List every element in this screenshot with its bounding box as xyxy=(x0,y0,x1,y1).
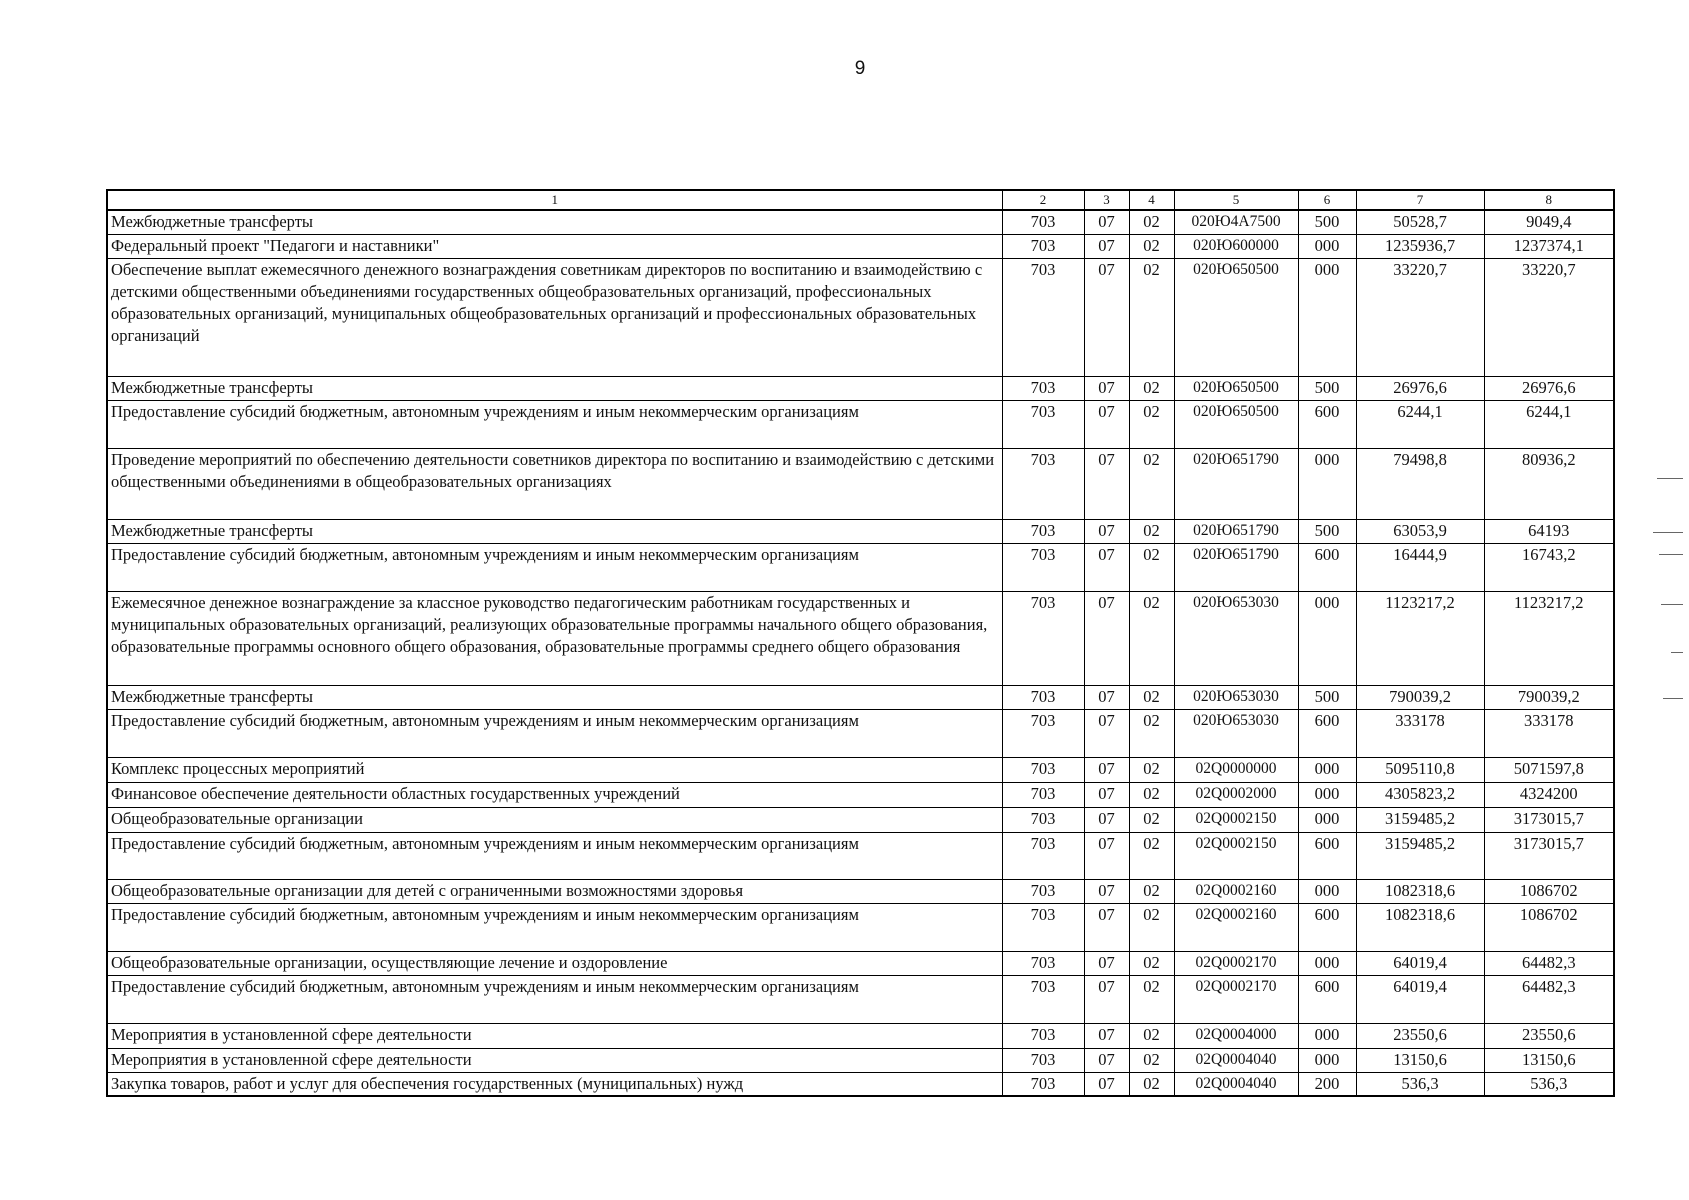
table-row xyxy=(107,903,1614,951)
row-col-3: 07 xyxy=(1084,903,1129,951)
row-col-3: 07 xyxy=(1084,685,1129,709)
row-col-8: 64482,3 xyxy=(1484,975,1614,1023)
scan-mark xyxy=(1663,698,1683,699)
row-col-2: 703 xyxy=(1002,757,1084,782)
row-col-8: 790039,2 xyxy=(1484,685,1614,709)
row-col-5: 020Ю653030 xyxy=(1174,591,1298,685)
row-col-4: 02 xyxy=(1129,400,1174,448)
row-name: Предоставление субсидий бюджетным, автономным учреждениям и иным некоммерческим организациям xyxy=(107,709,1002,757)
row-col-2: 703 xyxy=(1002,1023,1084,1048)
row-col-5: 020Ю651790 xyxy=(1174,448,1298,519)
row-col-5: 02Q0002170 xyxy=(1174,951,1298,975)
row-col-2: 703 xyxy=(1002,400,1084,448)
table-row xyxy=(107,448,1614,519)
row-col-8: 6244,1 xyxy=(1484,400,1614,448)
row-col-6: 500 xyxy=(1298,519,1356,543)
row-col-3: 07 xyxy=(1084,1048,1129,1072)
row-col-3: 07 xyxy=(1084,234,1129,258)
row-col-8: 9049,4 xyxy=(1484,210,1614,234)
row-col-8: 536,3 xyxy=(1484,1072,1614,1096)
row-col-6: 000 xyxy=(1298,234,1356,258)
table-row xyxy=(107,807,1614,832)
row-col-3: 07 xyxy=(1084,400,1129,448)
row-col-3: 07 xyxy=(1084,210,1129,234)
table-body xyxy=(107,210,1614,1096)
row-col-7: 3159485,2 xyxy=(1356,807,1484,832)
row-col-7: 26976,6 xyxy=(1356,376,1484,400)
row-name: Ежемесячное денежное вознаграждение за классное руководство педагогическим работникам государственных и муниципальных образовательных организаций, реализующих образовательные программы начального общего образования, образовательные программы основного общего образования, образовательные программы среднего общего образования xyxy=(107,591,1002,685)
table-row xyxy=(107,591,1614,685)
row-col-6: 600 xyxy=(1298,709,1356,757)
table-row xyxy=(107,376,1614,400)
row-col-8: 3173015,7 xyxy=(1484,832,1614,879)
row-name: Закупка товаров, работ и услуг для обеспечения государственных (муниципальных) нужд xyxy=(107,1072,1002,1096)
row-col-4: 02 xyxy=(1129,543,1174,591)
row-col-2: 703 xyxy=(1002,591,1084,685)
row-col-8: 1086702 xyxy=(1484,879,1614,903)
row-col-2: 703 xyxy=(1002,951,1084,975)
row-col-7: 50528,7 xyxy=(1356,210,1484,234)
row-col-4: 02 xyxy=(1129,1072,1174,1096)
row-col-3: 07 xyxy=(1084,757,1129,782)
row-col-5: 020Ю653030 xyxy=(1174,709,1298,757)
row-name: Общеобразовательные организации xyxy=(107,807,1002,832)
row-col-3: 07 xyxy=(1084,591,1129,685)
row-col-7: 4305823,2 xyxy=(1356,782,1484,807)
row-col-7: 33220,7 xyxy=(1356,258,1484,376)
row-col-3: 07 xyxy=(1084,975,1129,1023)
row-col-6: 600 xyxy=(1298,543,1356,591)
row-col-8: 23550,6 xyxy=(1484,1023,1614,1048)
row-col-5: 02Q0000000 xyxy=(1174,757,1298,782)
row-col-4: 02 xyxy=(1129,782,1174,807)
row-col-2: 703 xyxy=(1002,807,1084,832)
row-col-3: 07 xyxy=(1084,709,1129,757)
margin-marks xyxy=(1639,470,1689,730)
row-col-3: 07 xyxy=(1084,951,1129,975)
table-row xyxy=(107,210,1614,234)
row-col-2: 703 xyxy=(1002,832,1084,879)
row-col-2: 703 xyxy=(1002,1072,1084,1096)
row-col-7: 64019,4 xyxy=(1356,951,1484,975)
row-col-4: 02 xyxy=(1129,832,1174,879)
row-col-5: 020Ю651790 xyxy=(1174,543,1298,591)
scan-mark xyxy=(1671,652,1683,653)
row-col-2: 703 xyxy=(1002,975,1084,1023)
row-col-2: 703 xyxy=(1002,210,1084,234)
row-col-4: 02 xyxy=(1129,591,1174,685)
row-col-6: 600 xyxy=(1298,400,1356,448)
row-col-2: 703 xyxy=(1002,709,1084,757)
row-col-5: 02Q0004040 xyxy=(1174,1048,1298,1072)
row-name: Межбюджетные трансферты xyxy=(107,685,1002,709)
row-col-5: 020Ю600000 xyxy=(1174,234,1298,258)
row-col-4: 02 xyxy=(1129,1048,1174,1072)
row-col-6: 000 xyxy=(1298,591,1356,685)
row-col-4: 02 xyxy=(1129,807,1174,832)
row-col-7: 6244,1 xyxy=(1356,400,1484,448)
row-col-8: 333178 xyxy=(1484,709,1614,757)
header-col-6: 6 xyxy=(1298,190,1356,210)
row-col-3: 07 xyxy=(1084,448,1129,519)
row-name: Федеральный проект "Педагоги и наставники" xyxy=(107,234,1002,258)
row-col-3: 07 xyxy=(1084,1023,1129,1048)
row-col-2: 703 xyxy=(1002,903,1084,951)
header-col-2: 2 xyxy=(1002,190,1084,210)
row-col-4: 02 xyxy=(1129,685,1174,709)
row-col-8: 1086702 xyxy=(1484,903,1614,951)
header-col-4: 4 xyxy=(1129,190,1174,210)
row-col-2: 703 xyxy=(1002,519,1084,543)
row-col-7: 1235936,7 xyxy=(1356,234,1484,258)
row-col-8: 64482,3 xyxy=(1484,951,1614,975)
table-row xyxy=(107,782,1614,807)
scan-mark xyxy=(1659,554,1683,555)
table-row xyxy=(107,879,1614,903)
row-col-4: 02 xyxy=(1129,903,1174,951)
row-name: Мероприятия в установленной сфере деятельности xyxy=(107,1048,1002,1072)
row-col-8: 3173015,7 xyxy=(1484,807,1614,832)
table-row xyxy=(107,685,1614,709)
row-col-8: 64193 xyxy=(1484,519,1614,543)
row-name: Мероприятия в установленной сфере деятельности xyxy=(107,1023,1002,1048)
row-col-5: 02Q0002150 xyxy=(1174,832,1298,879)
row-col-5: 02Q0002000 xyxy=(1174,782,1298,807)
row-col-7: 3159485,2 xyxy=(1356,832,1484,879)
row-col-6: 600 xyxy=(1298,832,1356,879)
row-col-5: 02Q0002170 xyxy=(1174,975,1298,1023)
row-name: Проведение мероприятий по обеспечению деятельности советников директора по воспитанию и взаимодействию с детскими общественными объединениями в общеобразовательных организациях xyxy=(107,448,1002,519)
row-col-6: 600 xyxy=(1298,975,1356,1023)
row-col-6: 500 xyxy=(1298,376,1356,400)
row-col-3: 07 xyxy=(1084,376,1129,400)
row-col-8: 1123217,2 xyxy=(1484,591,1614,685)
row-col-7: 790039,2 xyxy=(1356,685,1484,709)
row-col-5: 020Ю653030 xyxy=(1174,685,1298,709)
scan-mark xyxy=(1653,532,1683,533)
row-col-2: 703 xyxy=(1002,258,1084,376)
row-col-4: 02 xyxy=(1129,519,1174,543)
budget-table xyxy=(106,189,1615,1097)
row-col-7: 79498,8 xyxy=(1356,448,1484,519)
row-name: Комплекс процессных мероприятий xyxy=(107,757,1002,782)
row-name: Общеобразовательные организации для детей с ограниченными возможностями здоровья xyxy=(107,879,1002,903)
row-col-4: 02 xyxy=(1129,951,1174,975)
row-col-3: 07 xyxy=(1084,543,1129,591)
row-col-6: 200 xyxy=(1298,1072,1356,1096)
row-col-5: 020Ю650500 xyxy=(1174,258,1298,376)
table-row xyxy=(107,832,1614,879)
row-col-4: 02 xyxy=(1129,757,1174,782)
header-col-5: 5 xyxy=(1174,190,1298,210)
row-col-4: 02 xyxy=(1129,234,1174,258)
header-col-1: 1 xyxy=(107,190,1002,210)
scan-mark xyxy=(1657,478,1683,479)
row-col-8: 5071597,8 xyxy=(1484,757,1614,782)
row-col-4: 02 xyxy=(1129,709,1174,757)
row-col-2: 703 xyxy=(1002,543,1084,591)
row-col-8: 13150,6 xyxy=(1484,1048,1614,1072)
row-name: Общеобразовательные организации, осуществляющие лечение и оздоровление xyxy=(107,951,1002,975)
row-col-4: 02 xyxy=(1129,448,1174,519)
row-col-3: 07 xyxy=(1084,807,1129,832)
row-col-3: 07 xyxy=(1084,1072,1129,1096)
row-name: Обеспечение выплат ежемесячного денежного вознаграждения советникам директоров по воспитанию и взаимодействию с детскими общественными объединениями государственных общеобразовательных организаций, профессиональных образовательных организаций, муниципальных общеобразовательных организаций и профессиональных образовательных организаций xyxy=(107,258,1002,376)
row-col-2: 703 xyxy=(1002,782,1084,807)
row-col-2: 703 xyxy=(1002,376,1084,400)
page-number: 9 xyxy=(854,58,866,79)
row-col-6: 000 xyxy=(1298,782,1356,807)
header-col-3: 3 xyxy=(1084,190,1129,210)
row-name: Предоставление субсидий бюджетным, автономным учреждениям и иным некоммерческим организациям xyxy=(107,903,1002,951)
row-col-4: 02 xyxy=(1129,1023,1174,1048)
table-row xyxy=(107,951,1614,975)
table-row xyxy=(107,234,1614,258)
row-col-7: 63053,9 xyxy=(1356,519,1484,543)
table-row xyxy=(107,1048,1614,1072)
row-col-8: 33220,7 xyxy=(1484,258,1614,376)
row-col-4: 02 xyxy=(1129,879,1174,903)
row-col-4: 02 xyxy=(1129,210,1174,234)
row-name: Предоставление субсидий бюджетным, автономным учреждениям и иным некоммерческим организациям xyxy=(107,543,1002,591)
row-col-7: 64019,4 xyxy=(1356,975,1484,1023)
table-row xyxy=(107,1023,1614,1048)
table-row xyxy=(107,543,1614,591)
row-name: Предоставление субсидий бюджетным, автономным учреждениям и иным некоммерческим организациям xyxy=(107,400,1002,448)
row-col-6: 500 xyxy=(1298,685,1356,709)
row-col-2: 703 xyxy=(1002,448,1084,519)
row-col-7: 536,3 xyxy=(1356,1072,1484,1096)
row-col-7: 13150,6 xyxy=(1356,1048,1484,1072)
row-col-7: 1082318,6 xyxy=(1356,903,1484,951)
row-col-7: 23550,6 xyxy=(1356,1023,1484,1048)
row-col-2: 703 xyxy=(1002,234,1084,258)
table-row xyxy=(107,400,1614,448)
row-col-6: 000 xyxy=(1298,757,1356,782)
row-col-2: 703 xyxy=(1002,879,1084,903)
row-col-5: 020Ю651790 xyxy=(1174,519,1298,543)
row-col-3: 07 xyxy=(1084,879,1129,903)
row-col-7: 1123217,2 xyxy=(1356,591,1484,685)
row-col-6: 000 xyxy=(1298,951,1356,975)
row-col-8: 80936,2 xyxy=(1484,448,1614,519)
row-col-8: 1237374,1 xyxy=(1484,234,1614,258)
row-col-2: 703 xyxy=(1002,1048,1084,1072)
row-col-5: 02Q0004040 xyxy=(1174,1072,1298,1096)
row-col-2: 703 xyxy=(1002,685,1084,709)
row-col-5: 02Q0002160 xyxy=(1174,903,1298,951)
row-col-8: 26976,6 xyxy=(1484,376,1614,400)
header-col-8: 8 xyxy=(1484,190,1614,210)
row-col-8: 4324200 xyxy=(1484,782,1614,807)
header-col-7: 7 xyxy=(1356,190,1484,210)
row-name: Межбюджетные трансферты xyxy=(107,519,1002,543)
row-col-4: 02 xyxy=(1129,975,1174,1023)
table-row xyxy=(107,975,1614,1023)
row-col-3: 07 xyxy=(1084,519,1129,543)
table-row xyxy=(107,757,1614,782)
row-col-8: 16743,2 xyxy=(1484,543,1614,591)
row-col-5: 02Q0002160 xyxy=(1174,879,1298,903)
row-name: Финансовое обеспечение деятельности областных государственных учреждений xyxy=(107,782,1002,807)
row-col-3: 07 xyxy=(1084,782,1129,807)
header-row xyxy=(107,190,1614,210)
row-name: Предоставление субсидий бюджетным, автономным учреждениям и иным некоммерческим организациям xyxy=(107,975,1002,1023)
row-col-5: 020Ю650500 xyxy=(1174,400,1298,448)
table-row xyxy=(107,709,1614,757)
row-name: Межбюджетные трансферты xyxy=(107,210,1002,234)
row-col-7: 16444,9 xyxy=(1356,543,1484,591)
row-col-6: 500 xyxy=(1298,210,1356,234)
row-col-6: 600 xyxy=(1298,903,1356,951)
row-col-5: 02Q0002150 xyxy=(1174,807,1298,832)
row-col-6: 000 xyxy=(1298,879,1356,903)
row-col-5: 02Q0004000 xyxy=(1174,1023,1298,1048)
row-col-6: 000 xyxy=(1298,1023,1356,1048)
row-col-6: 000 xyxy=(1298,258,1356,376)
row-col-5: 020Ю650500 xyxy=(1174,376,1298,400)
table-row xyxy=(107,258,1614,376)
row-col-4: 02 xyxy=(1129,258,1174,376)
row-col-3: 07 xyxy=(1084,832,1129,879)
row-col-7: 5095110,8 xyxy=(1356,757,1484,782)
row-name: Предоставление субсидий бюджетным, автономным учреждениям и иным некоммерческим организациям xyxy=(107,832,1002,879)
row-col-6: 000 xyxy=(1298,448,1356,519)
table-row xyxy=(107,519,1614,543)
row-col-6: 000 xyxy=(1298,1048,1356,1072)
row-col-3: 07 xyxy=(1084,258,1129,376)
row-col-4: 02 xyxy=(1129,376,1174,400)
row-col-7: 1082318,6 xyxy=(1356,879,1484,903)
row-col-6: 000 xyxy=(1298,807,1356,832)
row-col-7: 333178 xyxy=(1356,709,1484,757)
scan-mark xyxy=(1661,604,1683,605)
row-col-5: 020Ю4А7500 xyxy=(1174,210,1298,234)
table-row xyxy=(107,1072,1614,1096)
row-name: Межбюджетные трансферты xyxy=(107,376,1002,400)
